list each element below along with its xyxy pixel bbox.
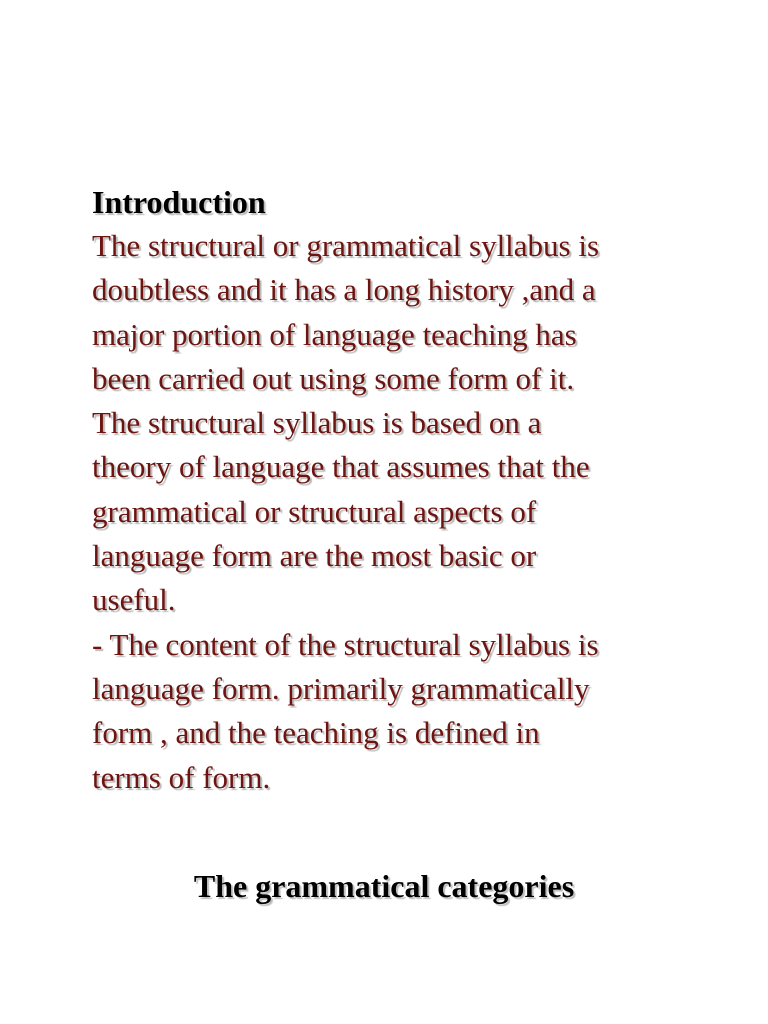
paragraph-line: grammatical or structural aspects of [92, 493, 537, 529]
paragraph-line: doubtless and it has a long history ,and a [92, 272, 596, 308]
paragraph-line: major portion of language teaching has [92, 316, 577, 352]
paragraph-line: theory of language that assumes that the [92, 449, 590, 485]
paragraph-line: terms of form. [92, 759, 271, 795]
paragraph-line: The structural or grammatical syllabus is [92, 228, 600, 263]
introduction-section [92, 180, 732, 800]
paragraph-line: useful. [92, 582, 176, 618]
paragraph-line: - The content of the structural syllabus is [92, 626, 599, 662]
paragraph-line: language form. primarily grammatically [92, 670, 590, 706]
paragraph-line: been carried out using some form of it. [92, 360, 575, 396]
paragraph-line: language form are the most basic or [92, 538, 537, 574]
paragraph-line: The structural syllabus is based on a [92, 405, 542, 441]
introduction-heading: Introduction [92, 184, 266, 220]
grammatical-categories-heading: The grammatical categories [193, 868, 575, 904]
paragraph-line: form , and the teaching is defined in [92, 715, 540, 751]
